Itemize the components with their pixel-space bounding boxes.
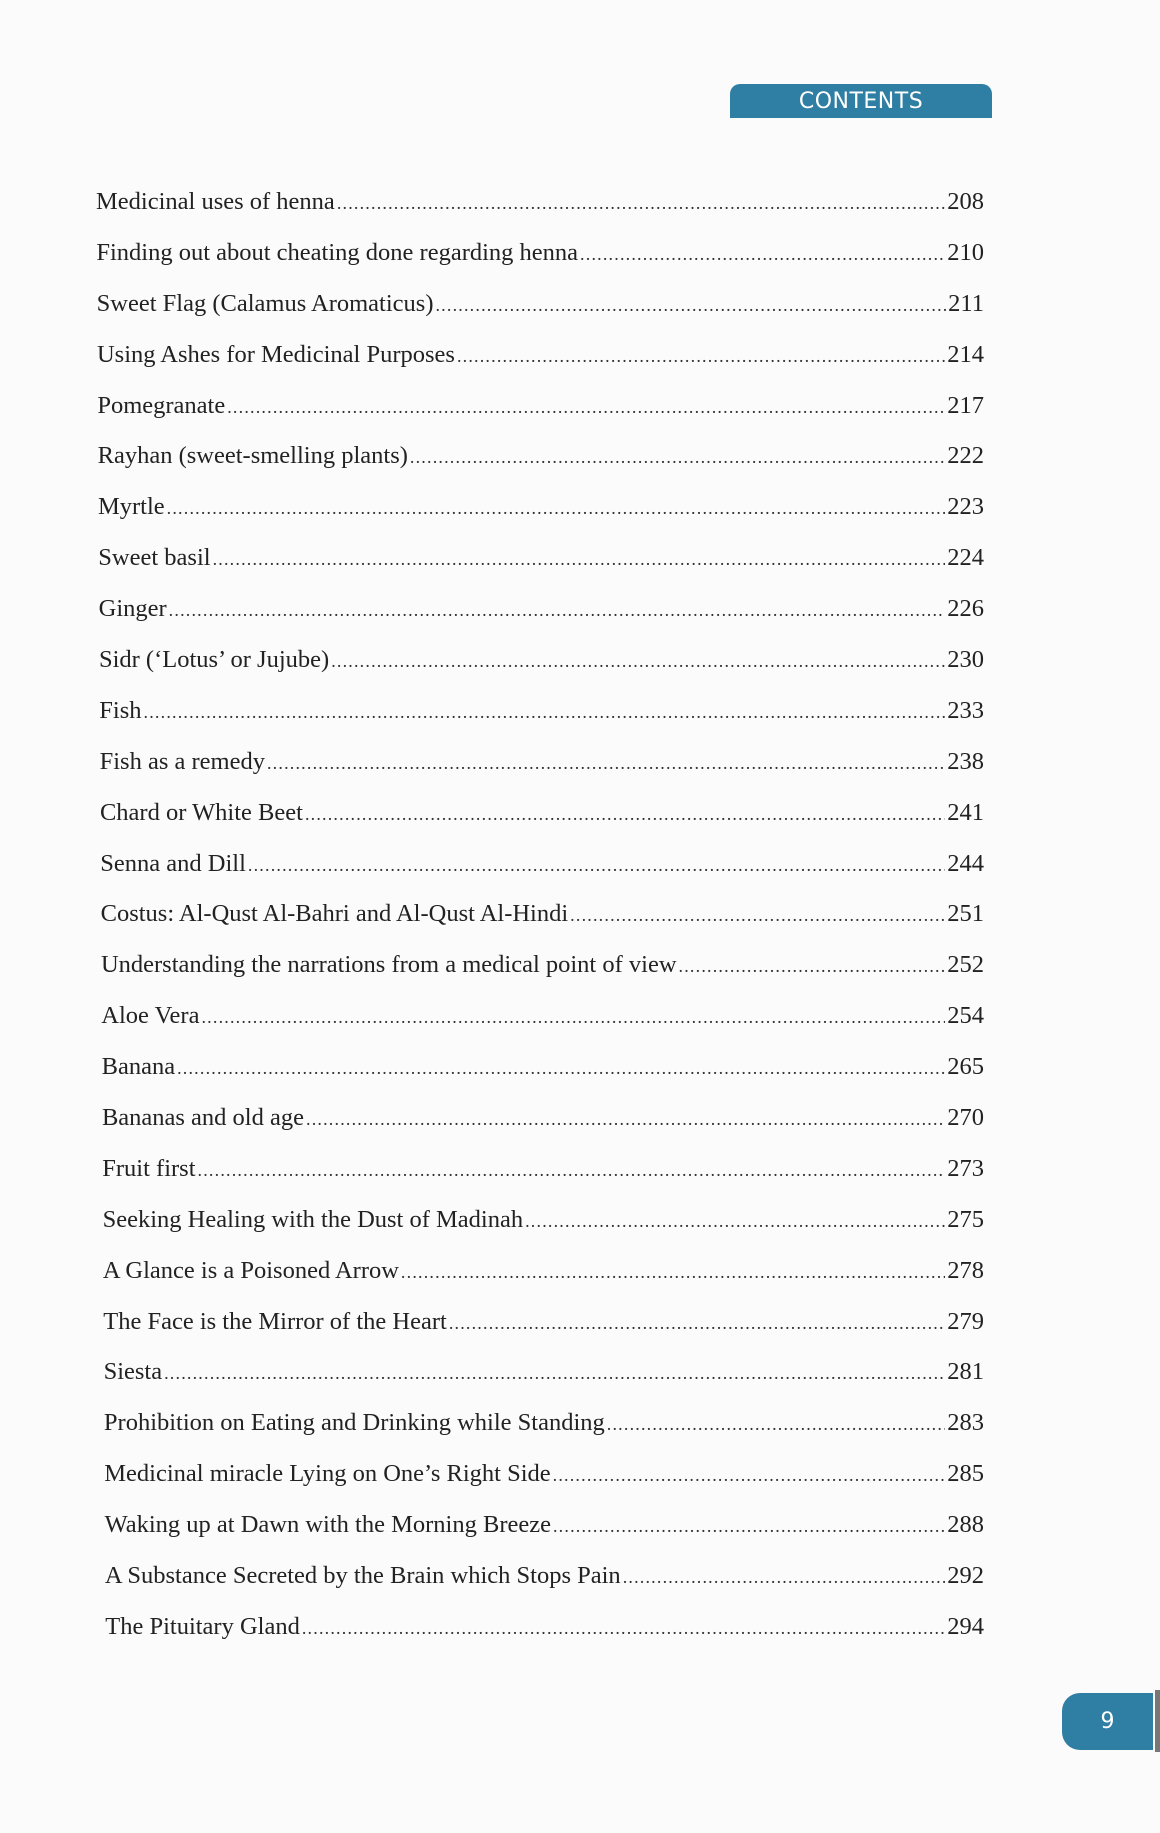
toc-entry-page: 230 (947, 646, 984, 674)
toc-entry-page: 292 (947, 1562, 984, 1590)
toc-entry-title: The Face is the Mirror of the Heart (103, 1307, 447, 1335)
toc-entry-page: 254 (947, 1002, 984, 1030)
toc-entry[interactable] (96, 493, 984, 544)
toc-entry-page: 224 (947, 544, 984, 572)
toc-entry-title: A Substance Secreted by the Brain which Stops Pain (104, 1562, 621, 1590)
leader-dots (201, 1007, 945, 1028)
toc-entry[interactable] (96, 239, 984, 290)
toc-entry-page: 285 (947, 1460, 984, 1488)
toc-entry[interactable] (96, 1206, 984, 1257)
toc-entry[interactable] (96, 951, 984, 1002)
toc-entry-title: Senna and Dill (100, 849, 246, 877)
toc-entry-title: The Pituitary Gland (105, 1612, 300, 1640)
toc-entry-page: 238 (947, 747, 984, 775)
leader-dots (306, 1109, 945, 1130)
toc-entry[interactable] (96, 697, 984, 748)
leader-dots (305, 804, 945, 825)
leader-dots (331, 651, 945, 672)
leader-dots (248, 855, 945, 876)
toc-entry-title: Medicinal miracle Lying on One’s Right Side (104, 1460, 551, 1488)
toc-entry-page: 233 (947, 696, 984, 724)
toc-entry-title: Myrtle (97, 493, 165, 521)
toc-entry[interactable] (96, 1358, 984, 1409)
leader-dots (144, 702, 946, 723)
leader-dots (553, 1516, 945, 1537)
toc-entry-page: 270 (947, 1104, 984, 1132)
toc-entry-title: Ginger (98, 595, 167, 623)
toc-entry[interactable] (96, 544, 984, 595)
toc-entry[interactable] (96, 442, 984, 493)
leader-dots (435, 295, 946, 316)
toc-entry[interactable] (96, 900, 984, 951)
toc-entry[interactable] (96, 1104, 984, 1155)
toc-entry[interactable] (96, 290, 984, 341)
leader-dots (198, 1160, 946, 1181)
toc-entry-title: Costus: Al-Qust Al-Bahri and Al-Qust Al-Hindi (100, 900, 569, 928)
leader-dots (227, 397, 945, 418)
toc-entry-page: 283 (947, 1409, 984, 1437)
toc-entry-page: 288 (947, 1511, 984, 1539)
toc-entry-page: 252 (947, 951, 984, 979)
toc-entry[interactable] (96, 1308, 984, 1359)
leader-dots (553, 1465, 946, 1486)
toc-entry-title: Aloe Vera (101, 1002, 200, 1030)
page-number-badge: 9 (1062, 1693, 1153, 1750)
leader-dots (267, 753, 945, 774)
toc-entry[interactable] (96, 392, 984, 443)
toc-entry-page: 273 (947, 1154, 984, 1182)
leader-dots (337, 193, 945, 214)
leader-dots (410, 447, 945, 468)
toc-entry-title: Chard or White Beet (99, 798, 303, 826)
toc-entry[interactable] (96, 1409, 984, 1460)
toc-entry[interactable] (96, 1053, 984, 1104)
toc-entry[interactable] (96, 1562, 984, 1613)
leader-dots (580, 244, 945, 265)
toc-entry[interactable] (96, 341, 984, 392)
leader-dots (213, 549, 946, 570)
toc-entry-title: Pomegranate (97, 391, 226, 419)
toc-entry-page: 294 (947, 1612, 984, 1640)
leader-dots (169, 600, 946, 621)
leader-dots (457, 346, 945, 367)
leader-dots (164, 1363, 945, 1384)
toc-entry-title: Prohibition on Eating and Drinking while Standing (103, 1409, 605, 1437)
toc-entry-page: 210 (947, 238, 984, 266)
toc-entry[interactable] (96, 1257, 984, 1308)
leader-dots (525, 1211, 945, 1232)
toc-entry[interactable] (96, 188, 984, 239)
toc-entry-page: 226 (947, 595, 984, 623)
leader-dots (302, 1618, 945, 1639)
toc-entry-page: 275 (947, 1205, 984, 1233)
toc-entry-title: Finding out about cheating done regarding henna (96, 238, 579, 266)
toc-entry[interactable] (96, 1155, 984, 1206)
toc-entry-page: 278 (947, 1256, 984, 1284)
leader-dots (167, 498, 946, 519)
toc-entry-page: 217 (947, 391, 984, 419)
toc-entry-page: 211 (948, 289, 984, 317)
leader-dots (449, 1313, 945, 1334)
toc-entry-page: 222 (947, 442, 984, 470)
toc-entry-title: Understanding the narrations from a medical point of view (100, 951, 677, 979)
toc-entry-title: Sidr (‘Lotus’ or Jujube) (98, 646, 330, 674)
toc-entry-page: 223 (947, 493, 984, 521)
toc-entry[interactable] (96, 1460, 984, 1511)
table-of-contents (96, 188, 984, 1664)
toc-entry-page: 214 (947, 340, 984, 368)
toc-entry-title: Fish as a remedy (99, 747, 265, 775)
toc-entry-title: A Glance is a Poisoned Arrow (102, 1256, 399, 1284)
toc-entry-page: 281 (947, 1358, 984, 1386)
leader-dots (177, 1058, 945, 1079)
section-header-contents: CONTENTS (730, 84, 992, 118)
toc-entry-title: Bananas and old age (101, 1104, 304, 1132)
leader-dots (607, 1414, 945, 1435)
toc-entry-page: 265 (947, 1053, 984, 1081)
toc-entry-title: Using Ashes for Medicinal Purposes (96, 340, 455, 368)
toc-entry[interactable] (96, 1511, 984, 1562)
toc-entry-title: Banana (101, 1053, 176, 1081)
toc-entry-title: Waking up at Dawn with the Morning Breeze (104, 1511, 551, 1539)
toc-entry-title: Fish (99, 696, 142, 724)
toc-entry-page: 241 (947, 798, 984, 826)
toc-entry-title: Medicinal uses of henna (96, 188, 335, 215)
toc-entry[interactable] (96, 850, 984, 901)
toc-entry-title: Rayhan (sweet-smelling plants) (97, 442, 408, 470)
page-edge-marker (1155, 1690, 1160, 1752)
leader-dots (623, 1567, 946, 1588)
toc-entry-page: 208 (947, 188, 984, 215)
toc-entry[interactable] (96, 595, 984, 646)
toc-entry-title: Seeking Healing with the Dust of Madinah (102, 1205, 524, 1233)
toc-entry-title: Sweet basil (98, 544, 211, 572)
toc-entry[interactable] (96, 799, 984, 850)
toc-entry[interactable] (96, 1002, 984, 1053)
leader-dots (570, 905, 945, 926)
toc-entry-page: 251 (947, 900, 984, 928)
toc-entry[interactable] (96, 1613, 984, 1664)
toc-entry[interactable] (96, 646, 984, 697)
toc-entry-title: Siesta (103, 1358, 163, 1386)
toc-entry[interactable] (96, 748, 984, 799)
toc-entry-title: Sweet Flag (Calamus Aromaticus) (96, 289, 434, 317)
leader-dots (679, 956, 946, 977)
leader-dots (401, 1262, 945, 1283)
toc-entry-page: 279 (947, 1307, 984, 1335)
toc-entry-title: Fruit first (102, 1154, 196, 1182)
toc-entry-page: 244 (947, 849, 984, 877)
